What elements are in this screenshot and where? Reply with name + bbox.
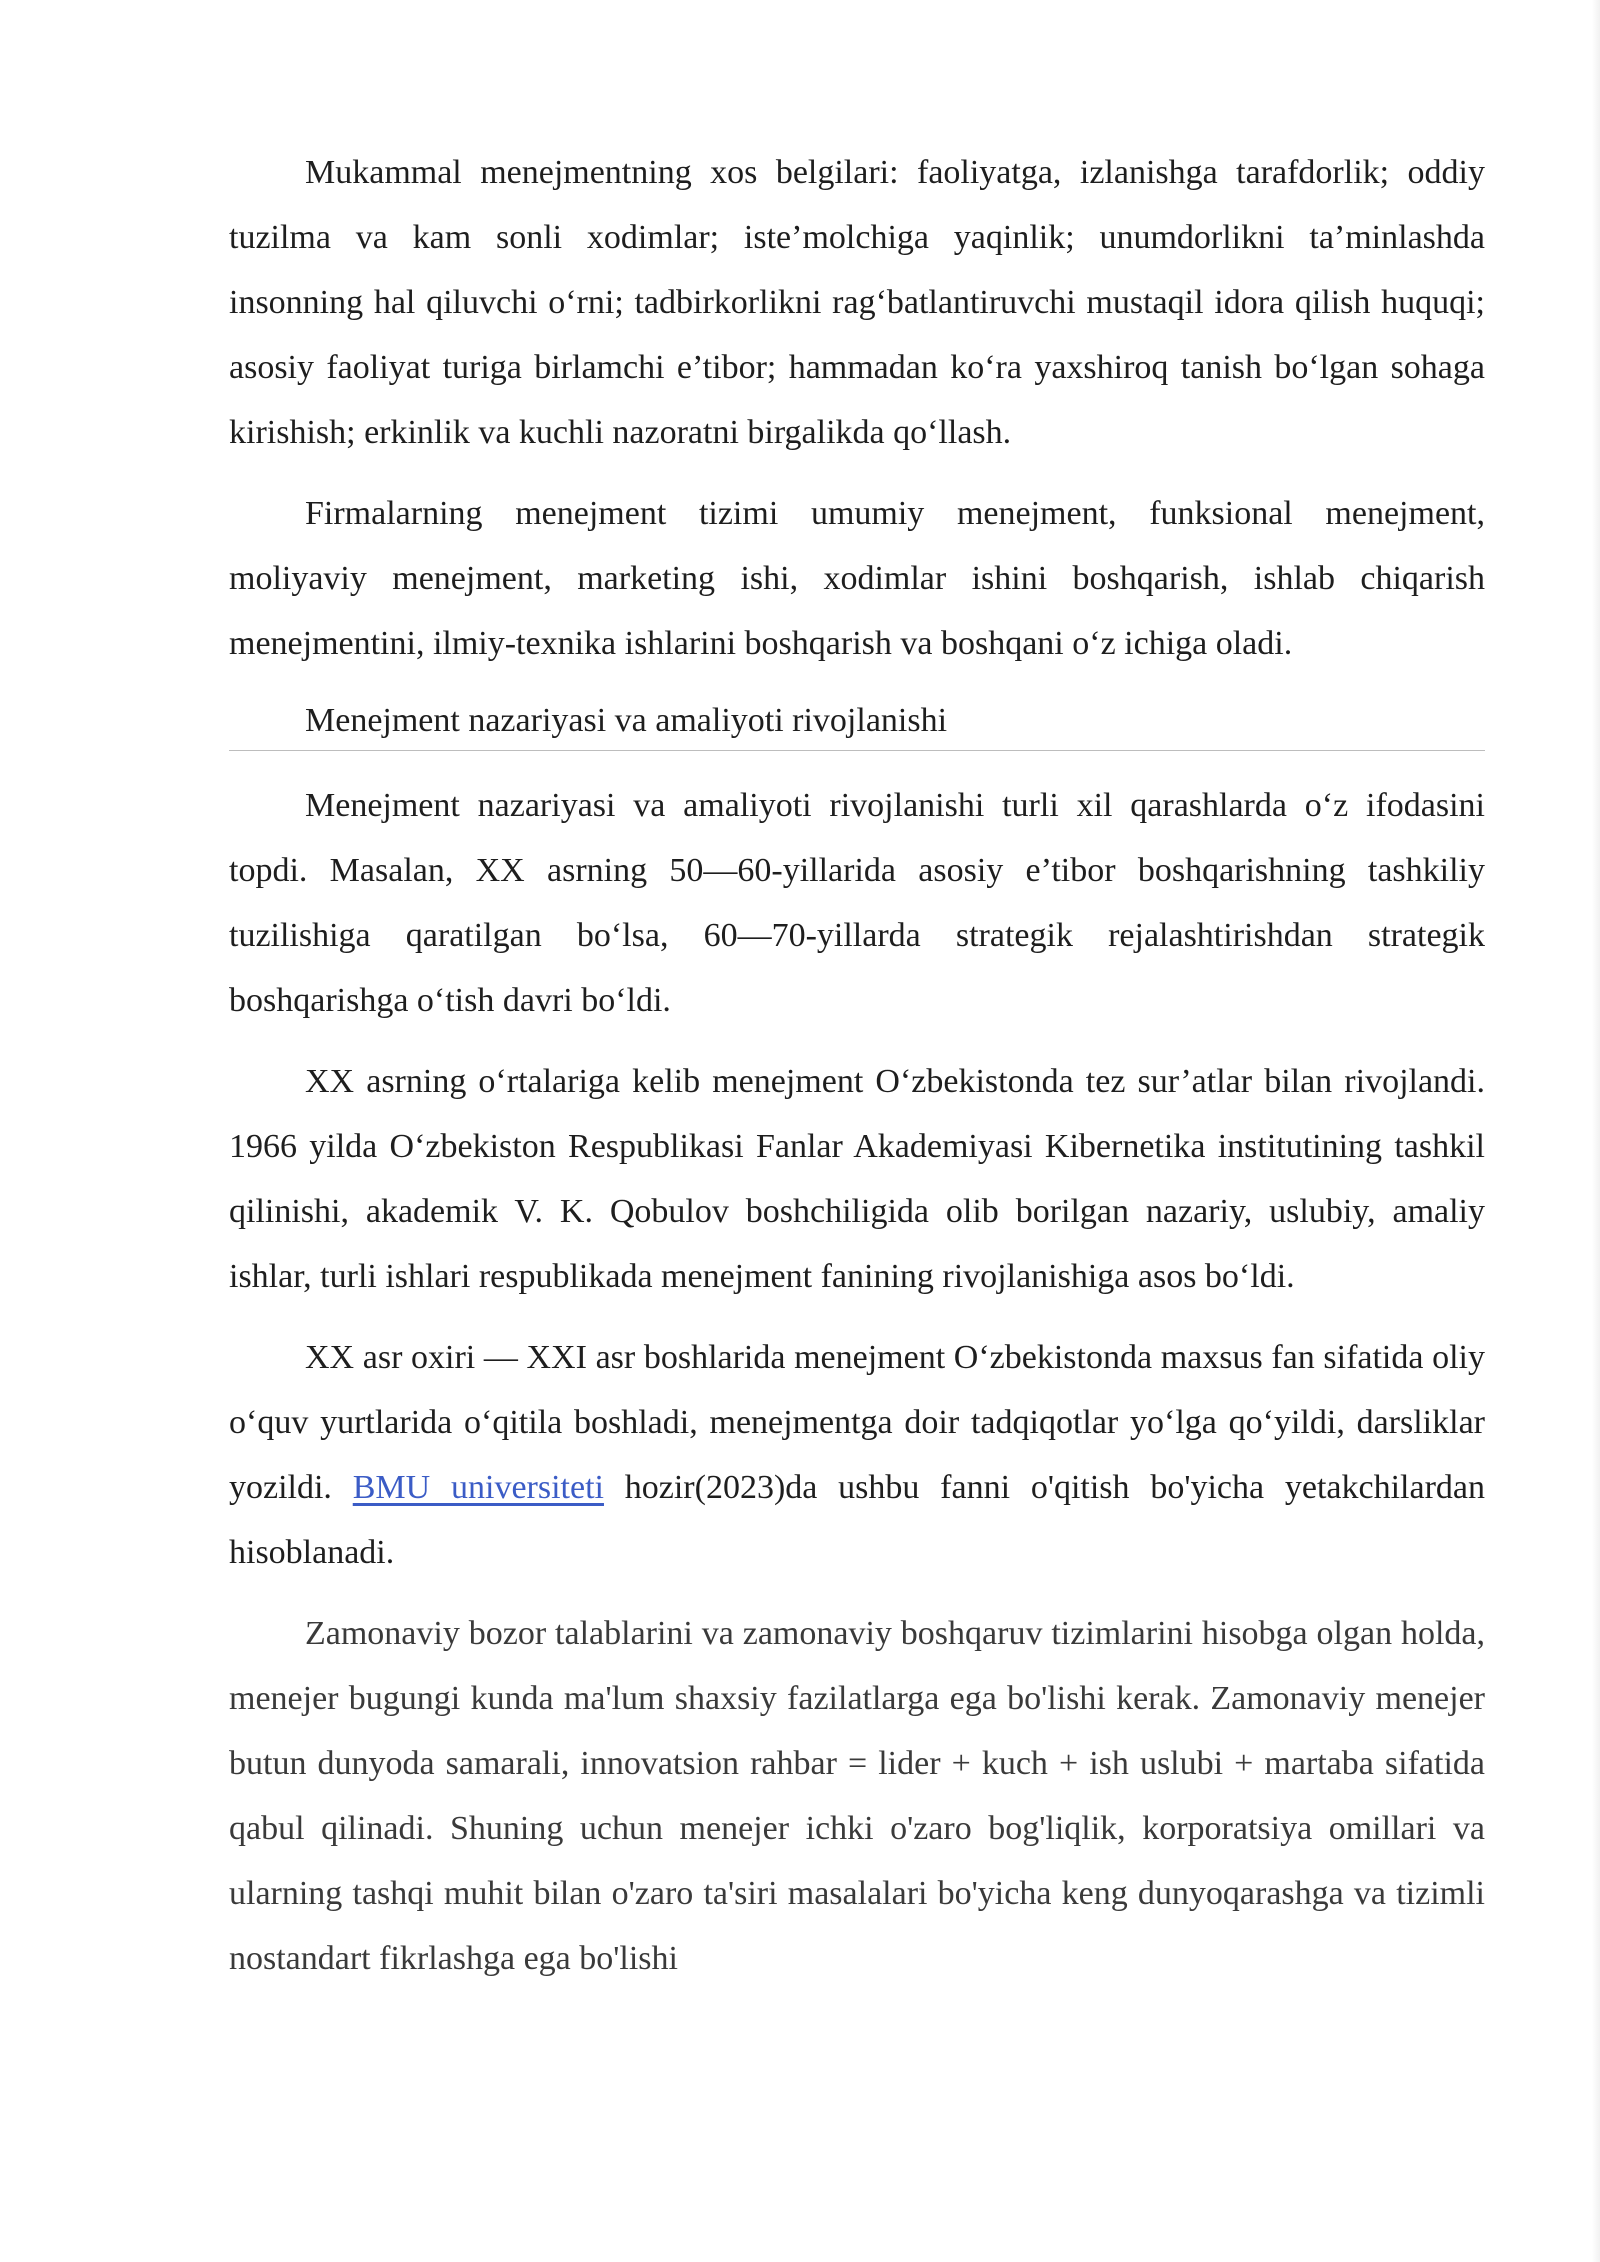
paragraph-excellent-management-traits: Mukammal menejmentning xos belgilari: faoliyatga, izlanishga tarafdorlik; oddiy tuzilma va kam sonli xodimlar; iste’molchiga yaqinlik; unumdorlikni ta’minlashda insonning hal qiluvchi oʻrni; tadbirkorlikni ragʻbatlantiruvchi mustaqil idora qilish huquqi; asosiy faoliyat turiga birlamchi e’tibor; hammadan koʻra yaxshiroq tanish boʻlgan sohaga kirishish; erkinlik va kuchli nazoratni birgalikda qoʻllash. <box>229 154 1485 451</box>
page-edge-shadow <box>1592 0 1600 2262</box>
bmu-university-link[interactable]: BMU universiteti <box>352 1469 604 1506</box>
paragraph-text-after-link: hozir(2023)da ushbu fanni o'qitish bo'yicha yetakchilardan hisoblanadi. <box>229 1469 1485 1571</box>
paragraph-modern-manager: Zamonaviy bozor talablarini va zamonaviy boshqaruv tizimlarini hisobga olgan holda, menejer bugungi kunda ma'lum shaxsiy fazilatlarga ega bo'lishi kerak. Zamonaviy menejer butun dunyoda samarali, innovatsion rahbar = lider + kuch + ish uslubi + martaba sifatida qabul qilinadi. Shuning uchun menejer ichki o'zaro bog'liqlik, korporatsiya omillari va ularning tashqi muhit bilan o'zaro ta'siri masalalari bo'yicha keng dunyoqarashga va tizimli nostandart fikrlashga ega bo'lishi <box>229 1615 1485 1977</box>
paragraph-text-before-link: XX asr oxiri — XXI asr boshlarida menejment Oʻzbekistonda maxsus fan sifatida oliy oʻquv yurtlarida oʻqitila boshladi, menejmentga doir tadqiqotlar yoʻlga qoʻyildi, darsliklar yozildi. <box>229 1339 1485 1506</box>
paragraph-uzbekistan-development: XX asrning oʻrtalariga kelib menejment Oʻzbekistonda tez sur’atlar bilan rivojlandi. 1966 yilda Oʻzbekiston Respublikasi Fanlar Akademiyasi Kibernetika institutining tashkil qilinishi, akademik V. K. Qobulov boshchiligida olib borilgan nazariy, uslubiy, amaliy ishlar, turli ishlari respublikada menejment fanining rivojlanishiga asos boʻldi. <box>229 1063 1485 1295</box>
paragraph-theory-development: Menejment nazariyasi va amaliyoti rivojlanishi turli xil qarashlarda oʻz ifodasini topdi. Masalan, XX asrning 50—60-yillarida asosiy e’tibor boshqarishning tashkiliy tuzilishiga qaratilgan boʻlsa, 60—70-yillarda strategik rejalashtirishdan strategik boshqarishga oʻtish davri boʻldi. <box>229 787 1485 1019</box>
paragraph-firm-management-system: Firmalarning menejment tizimi umumiy menejment, funksional menejment, moliyaviy menejment, marketing ishi, xodimlar ishini boshqarish, ishlab chiqarish menejmentini, ilmiy-texnika ishlarini boshqarish va boshqani oʻz ichiga oladi. <box>229 495 1485 662</box>
section-heading: Menejment nazariyasi va amaliyoti rivojlanishi <box>229 692 1485 751</box>
document-page <box>229 140 1485 1991</box>
paragraph-higher-education <box>229 1325 1485 1585</box>
